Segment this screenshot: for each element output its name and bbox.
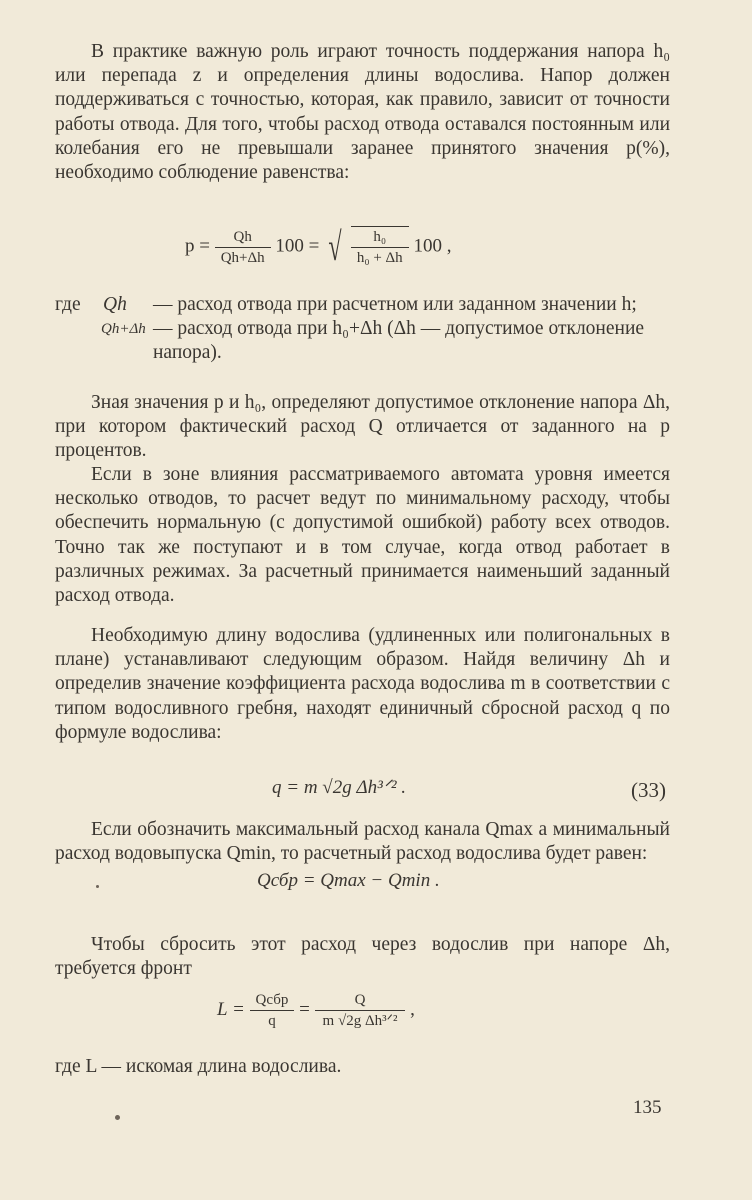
formula-4-num-2: Q [315, 990, 406, 1011]
formula-3: Qсбр = Qmax − Qmin . [257, 870, 440, 891]
formula-4-fraction-1 [250, 990, 295, 1031]
paragraph-7: где L — искомая длина водослива. [55, 1056, 342, 1077]
formula-1-num-2: h₀ [351, 227, 409, 248]
formula-2: q = m √2g Δh³ᐟ² . [272, 777, 407, 798]
where-label: где [55, 294, 81, 315]
paragraph-4: Необходимую длину водослива (удлиненных или полигональных в плане) устанавливают следующим образом. Найдя величину Δh и определив значение коэффициента расхода водослива m в соответствии с типом водосливного гребня, находят единичный сбросной расход q по формуле водослива: [55, 625, 670, 743]
definition-2 [55, 317, 670, 365]
formula-4-num-1: Qсбр [250, 990, 295, 1011]
paragraph-3: Если в зоне влияния рассматриваемого автомата уровня имеется несколько отводов, то расчет ведут по минимальному расходу, чтобы обеспечить нормальную (с допустимой ошибкой) работу всех отводов. Точно так же поступают и в том случае, когда отвод работает в различных режимах. За расчетный принимается наименьший заданный расход отвода. [55, 464, 670, 607]
formula-4-fraction-2 [315, 990, 406, 1031]
print-speck [115, 1115, 120, 1120]
paragraph-1: В практике важную роль играют точность поддержания напора h₀ или перепада z и определения длины водослива. Напор должен поддерживаться с точностью, которая, как правило, зависит от точности работы отвода. Для того, чтобы расход отвода оставался постоянным или колебания его не превышали заранее принятого значения p(%), необходимо соблюдение равенства: [55, 41, 670, 184]
definition-1-text: — расход отвода при расчетном или заданном значении h; [153, 294, 637, 315]
formula-1-rhs: 100 , [413, 235, 452, 257]
print-speck [96, 885, 99, 888]
paragraph-6: Чтобы сбросить этот расход через водослив при напоре Δh, требуется фронт [55, 934, 670, 980]
paragraph-2: Зная значения p и h₀, определяют допустимое отклонение напора Δh, при котором фактический расход Q отличается от заданного на p процентов. [55, 392, 670, 462]
formula-4-end: , [410, 998, 415, 1020]
definition-1 [55, 293, 670, 317]
definition-2-symbol: Qh+Δh [101, 321, 146, 338]
formula-4 [217, 990, 415, 1031]
definition-2-text: — расход отвода при h₀+Δh (Δh — допустимое отклонение напора). [153, 318, 645, 364]
definition-1-symbol: Qh [103, 294, 127, 315]
formula-1-den-1: Qh+Δh [220, 249, 265, 266]
formula-4-lhs: L = [217, 998, 245, 1020]
paragraph-5: Если обозначить максимальный расход канала Qmax а минимальный расход водовыпуска Qmin, то расчетный расход водослива будет равен: [55, 819, 670, 865]
formula-4-equals: = [299, 998, 310, 1020]
page-number: 135 [633, 1097, 662, 1118]
formula-1 [185, 226, 451, 268]
formula-1-fraction-2 [351, 226, 409, 268]
formula-1-fraction-1 [215, 227, 271, 268]
formula-1-den-2: h₀ + Δh [356, 250, 403, 266]
formula-4-den-1: q [268, 1013, 276, 1029]
formula-4-den-2: m √2g Δh³ᐟ² [322, 1013, 398, 1029]
formula-1-lhs: p = [185, 235, 210, 257]
formula-1-mid: 100 = [275, 235, 320, 257]
definitions [55, 293, 670, 366]
equation-number: (33) [631, 778, 666, 802]
formula-1-num-1: Qh [215, 227, 271, 248]
sqrt-sign: √ [328, 224, 342, 269]
